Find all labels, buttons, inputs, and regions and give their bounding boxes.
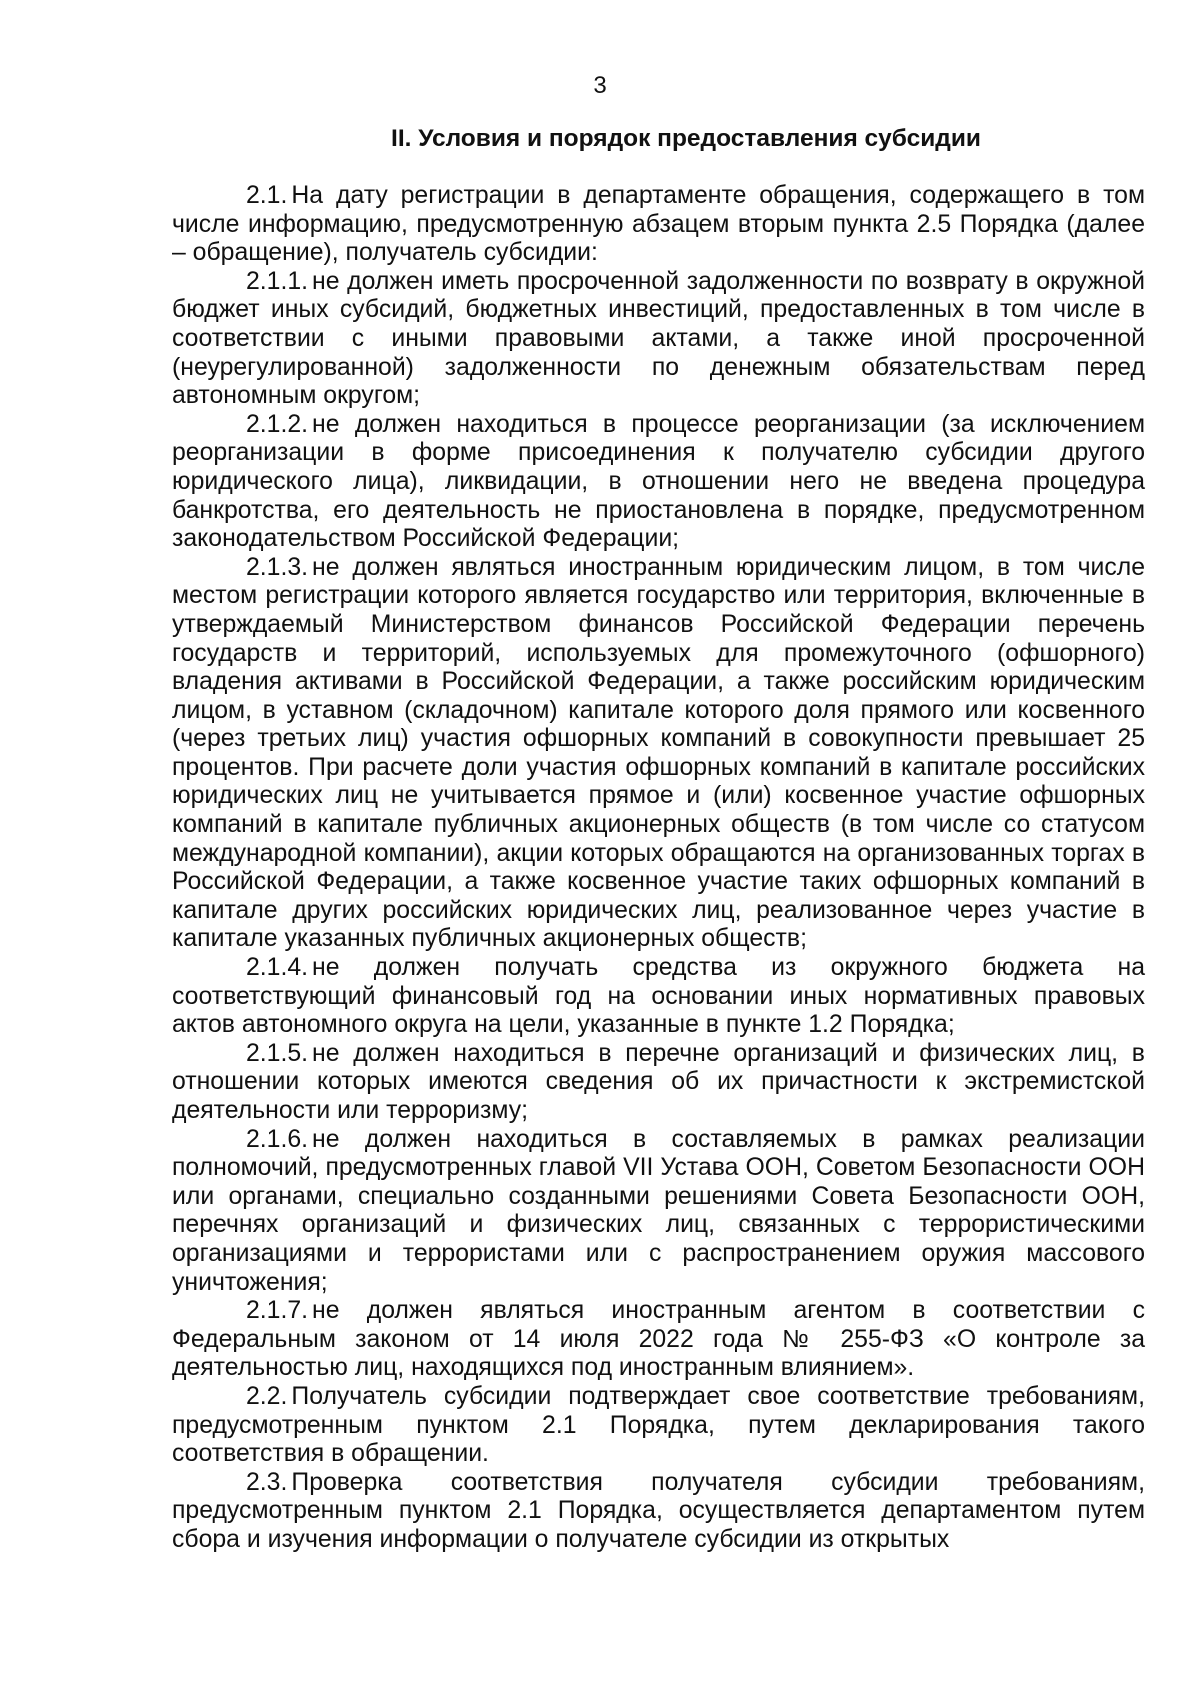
paragraph-number: 2.1.2.: [246, 410, 309, 438]
paragraph-number: 2.1.6.: [246, 1125, 309, 1153]
paragraph-2-2: [172, 1383, 1145, 1469]
paragraph-2-1-3: [172, 554, 1145, 954]
paragraph-text: не должен получать средства из окружного бюджета на соответствующий финансовый год на основании иных нормативных правовых актов автономного округа на цели, указанные в пункте 1.2 Порядка;: [172, 954, 1145, 1039]
paragraph-2-1-5: [172, 1040, 1145, 1126]
paragraph-number: 2.1.: [246, 182, 288, 209]
paragraph-2-3: [172, 1469, 1145, 1555]
paragraph-text: не должен находиться в составляемых в рамках реализации полномочий, предусмотренных главой VII Устава ООН, Советом Безопасности ООН или органами, специально созданными решениями Совета Безопасности ООН, перечнях организаций и физических лиц, связанных с террористическими организациями и террористами или с распространением оружия массового уничтожения;: [172, 1125, 1145, 1296]
paragraph-number: 2.1.4.: [246, 954, 309, 982]
paragraph-text: не должен являться иностранным юридическим лицом, в том числе местом регистрации которого является государство или территория, включенные в утверждаемый Министерством финансов Российской Федерации перечень государств и территорий, используемых для промежуточного (офшорного) владения активами в Российской Федерации, а также российским юридическим лицом, в уставном (складочном) капитале которого доля прямого или косвенного (через третьих лиц) участия офшорных компаний в совокупности превышает 25 процентов. При расчете доли участия офшорных компаний в капитале российских юридических лиц не учитывается прямое и (или) косвенное участие офшорных компаний в капитале публичных акционерных обществ (в том числе со статусом международной компании), акции которых обращаются на организованных торгах в Российской Федерации, а также косвенное участие таких офшорных компаний в капитале других российских юридических лиц, реализованное через участие в капитале указанных публичных акционерных обществ;: [172, 553, 1145, 953]
paragraph-text: не должен находиться в перечне организаций и физических лиц, в отношении которых имеются сведения об их причастности к экстремистской деятельности или терроризму;: [172, 1039, 1145, 1124]
paragraph-number: 2.1.5.: [246, 1039, 309, 1067]
paragraph-2-1-7: [172, 1297, 1145, 1383]
paragraph-2-1-4: [172, 954, 1145, 1040]
paragraph-text: Получатель субсидии подтверждает свое соответствие требованиям, предусмотренным пунктом 2.1 Порядка, путем декларирования такого соответствия в обращении.: [172, 1382, 1145, 1468]
paragraph-number: 2.3.: [246, 1468, 288, 1496]
paragraph-number: 2.1.3.: [246, 553, 309, 581]
paragraph-2-1: [172, 182, 1145, 268]
paragraph-number: 2.1.7.: [246, 1297, 309, 1325]
paragraph-text: Проверка соответствия получателя субсидии требованиям, предусмотренным пунктом 2.1 Порядка, осуществляется департаментом путем сбора и изучения информации о получателе субсидии из открытых: [172, 1468, 1145, 1553]
paragraph-2-1-1: [172, 268, 1145, 411]
page-number: 3: [593, 72, 607, 99]
paragraph-2-1-6: [172, 1126, 1145, 1298]
paragraph-2-1-2: [172, 411, 1145, 554]
paragraph-number: 2.1.1.: [246, 267, 309, 295]
paragraph-text: не должен иметь просроченной задолженности по возврату в окружной бюджет иных субсидий, бюджетных инвестиций, предоставленных в том числе в соответствии с иными правовыми актами, а также иной просроченной (неурегулированной) задолженности по денежным обязательствам перед автономным округом;: [172, 267, 1145, 410]
document-body: [172, 182, 1145, 1555]
paragraph-text: На дату регистрации в департаменте обращения, содержащего в том числе информацию, предусмотренную абзацем вторым пункта 2.5 Порядка (далее – обращение), получатель субсидии:: [172, 182, 1145, 267]
paragraph-number: 2.2.: [246, 1382, 288, 1410]
paragraph-text: не должен находиться в процессе реорганизации (за исключением реорганизации в форме присоединения к получателю субсидии другого юридического лица), ликвидации, в отношении него не введена процедура банкротства, его деятельность не приостановлена в порядке, предусмотренном законодательством Российской Федерации;: [172, 410, 1145, 553]
section-title: II. Условия и порядок предоставления субсидии: [391, 125, 981, 152]
paragraph-text: не должен являться иностранным агентом в соответствии с Федеральным законом от 14 июля 2022 года № 255-ФЗ «О контроле за деятельностью лиц, находящихся под иностранным влиянием».: [172, 1297, 1145, 1382]
